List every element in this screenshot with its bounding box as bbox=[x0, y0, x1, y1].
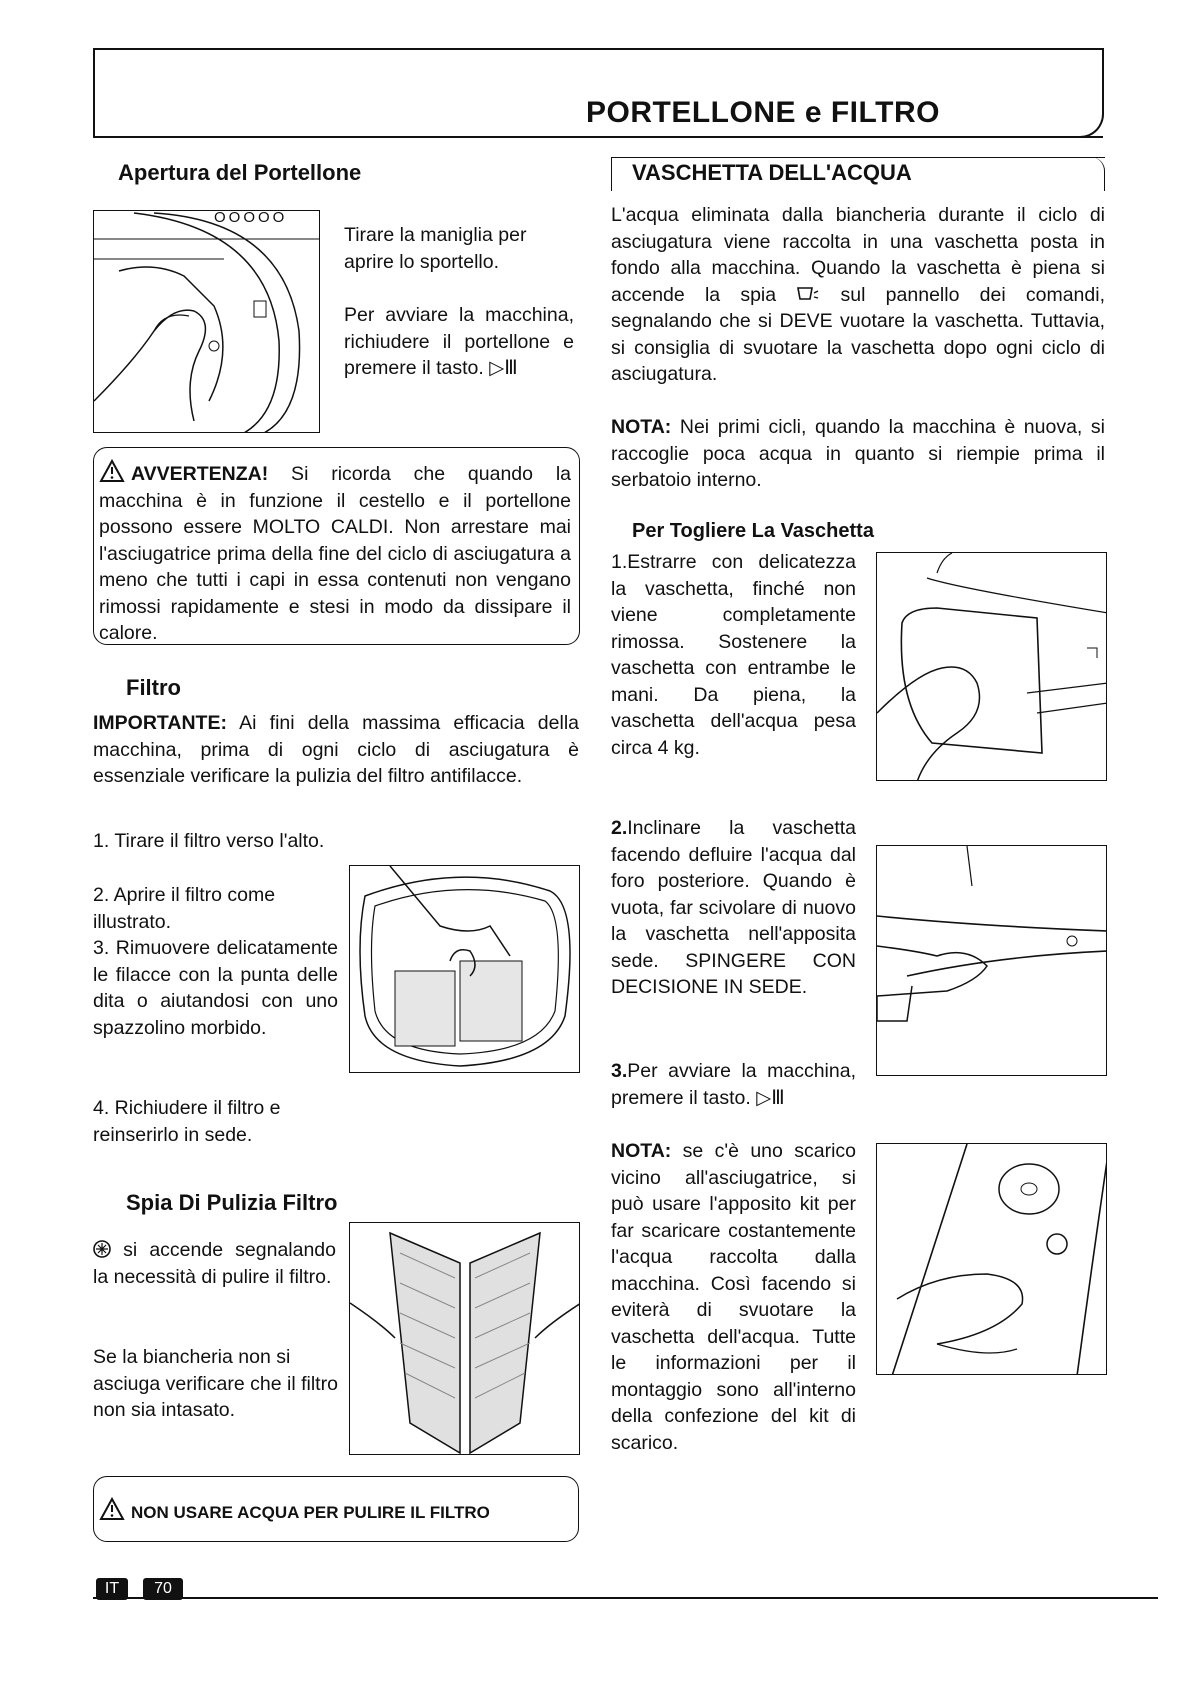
tank-p1a: L'acqua eliminata dalla biancheria durante il ciclo di asciugatura viene raccolta in una vaschetta posta in fondo alla macchina. Quando la vaschetta è piena si accende la spia bbox=[611, 204, 1105, 306]
door-text-1: Tirare la maniglia per aprire lo sportello. bbox=[344, 224, 527, 273]
tank-remove-figure bbox=[876, 552, 1107, 781]
important-label: IMPORTANTE: bbox=[93, 712, 227, 734]
door-illustration bbox=[94, 211, 320, 433]
tank-tilt-illustration bbox=[877, 846, 1107, 1076]
filter-figure bbox=[349, 865, 580, 1073]
tank-p1b: sul pannello dei comandi, segnalando che si DEVE vuotare la vaschetta. Tuttavia, si consiglia di svuotare la vaschetta dopo ogni ciclo di asciugatura. bbox=[611, 283, 1105, 385]
filter-light-figure bbox=[349, 1222, 580, 1455]
no-water-text: NON USARE ACQUA PER PULIRE IL FILTRO bbox=[131, 1503, 490, 1522]
remove-heading: Per Togliere La Vaschetta bbox=[632, 520, 874, 542]
remove-note bbox=[611, 1138, 856, 1456]
tank-text bbox=[611, 202, 1105, 388]
filter-step-3: 3. Rimuovere delicatamente le filacce con la punta delle dita o aiutandosi con uno spazzolino morbido. bbox=[93, 937, 338, 1039]
tank-tilt-figure bbox=[876, 845, 1107, 1076]
tank-heading: VASCHETTA DELL'ACQUA bbox=[632, 160, 912, 185]
filter-step-4: 4. Richiudere il filtro e reinserirlo in sede. bbox=[93, 1097, 281, 1146]
no-water-warning-icon bbox=[99, 1497, 125, 1521]
filter-important bbox=[93, 710, 579, 790]
remove-note-text: se c'è uno scarico vicino all'asciugatrice, si può usare l'apposito kit per far scaricare costantemente l'acqua raccolta dalla macchina. Così facendo si eviterà di svuotare la vaschetta dell'acqua. Tutte le informazioni per il montaggio sono all'interno della confezione del kit di scarico. bbox=[611, 1140, 856, 1454]
filter-light-heading: Spia Di Pulizia Filtro bbox=[126, 1190, 338, 1215]
language-badge: IT bbox=[96, 1578, 128, 1600]
remove-step-2 bbox=[611, 815, 856, 1001]
tank-note-label: NOTA: bbox=[611, 416, 672, 438]
filter-step-1: 1. Tirare il filtro verso l'alto. bbox=[93, 830, 325, 852]
warning-label: AVVERTENZA! bbox=[131, 463, 269, 485]
remove-step-2-text: Inclinare la vaschetta facendo defluire l'acqua dal foro posteriore. Quando è vuota, far scivolare di nuovo la vaschetta nell'apposita sede. SPINGERE CON DECISIONE IN SEDE. bbox=[611, 817, 856, 998]
no-water-line bbox=[99, 1497, 490, 1523]
remove-step-2-num: 2. bbox=[611, 817, 628, 839]
tank-note bbox=[611, 414, 1105, 494]
filter-clean-icon bbox=[93, 1240, 111, 1258]
warning-icon bbox=[99, 459, 125, 483]
door-text-2: Per avviare la macchina, richiudere il portellone e premere il tasto. ▷Ⅲ bbox=[344, 304, 574, 379]
filter-light-text-2: Se la biancheria non si asciuga verificare che il filtro non sia intasato. bbox=[93, 1346, 338, 1421]
warning-text-block bbox=[99, 459, 571, 647]
remove-step-3-text: Per avviare la macchina, premere il tasto. ▷Ⅲ bbox=[611, 1060, 856, 1109]
remove-step-1: 1.Estrarre con delicatezza la vaschetta, finché non viene completamente rimossa. Sostenere la vaschetta con entrambe le mani. Da piena, la vaschetta dell'acqua pesa circa 4 kg. bbox=[611, 551, 856, 759]
warning-text: Si ricorda che quando la macchina è in funzione il cestello e il portellone possono essere MOLTO CALDI. Non arrestare mai l'asciugatrice prima della fine del ciclo di asciugatura a meno che tutti i capi in essa contenuti non vengano rimossi rapidamente e stesi in modo da dissipare il calore. bbox=[99, 463, 571, 644]
door-figure-label: OOOOO bbox=[214, 210, 288, 226]
remove-step-3-num: 3. bbox=[611, 1060, 628, 1082]
filter-light-p1: si accende segnalando la necessità di pulire il filtro. bbox=[93, 1239, 336, 1288]
door-figure bbox=[93, 210, 320, 433]
remove-note-label: NOTA: bbox=[611, 1140, 672, 1162]
filter-heading: Filtro bbox=[126, 675, 181, 700]
drain-kit-illustration bbox=[877, 1144, 1107, 1375]
tank-remove-illustration bbox=[877, 553, 1107, 781]
important-text: Ai fini della massima efficacia della macchina, prima di ogni ciclo di asciugatura è essenziale verificare la pulizia del filtro antifilacce. bbox=[93, 712, 579, 787]
filter-light-text-1 bbox=[93, 1237, 336, 1290]
tank-heading-curve bbox=[1088, 157, 1105, 191]
door-heading: Apertura del Portellone bbox=[118, 160, 362, 185]
page-number: 70 bbox=[143, 1578, 183, 1600]
filter-illustration bbox=[350, 866, 580, 1073]
tank-note-text: Nei primi cicli, quando la macchina è nuova, si raccoglie poca acqua in quanto si riempie prima il serbatoio interno. bbox=[611, 416, 1105, 491]
page-title: PORTELLONE e FILTRO bbox=[586, 96, 940, 129]
remove-step-3 bbox=[611, 1058, 856, 1111]
filter-step-2: 2. Aprire il filtro come illustrato. bbox=[93, 884, 276, 933]
drain-kit-figure bbox=[876, 1143, 1107, 1375]
footer-rule bbox=[93, 1597, 1158, 1599]
tank-full-icon bbox=[796, 285, 820, 303]
header-frame-curve bbox=[1080, 48, 1104, 138]
filter-open-illustration bbox=[350, 1223, 580, 1455]
